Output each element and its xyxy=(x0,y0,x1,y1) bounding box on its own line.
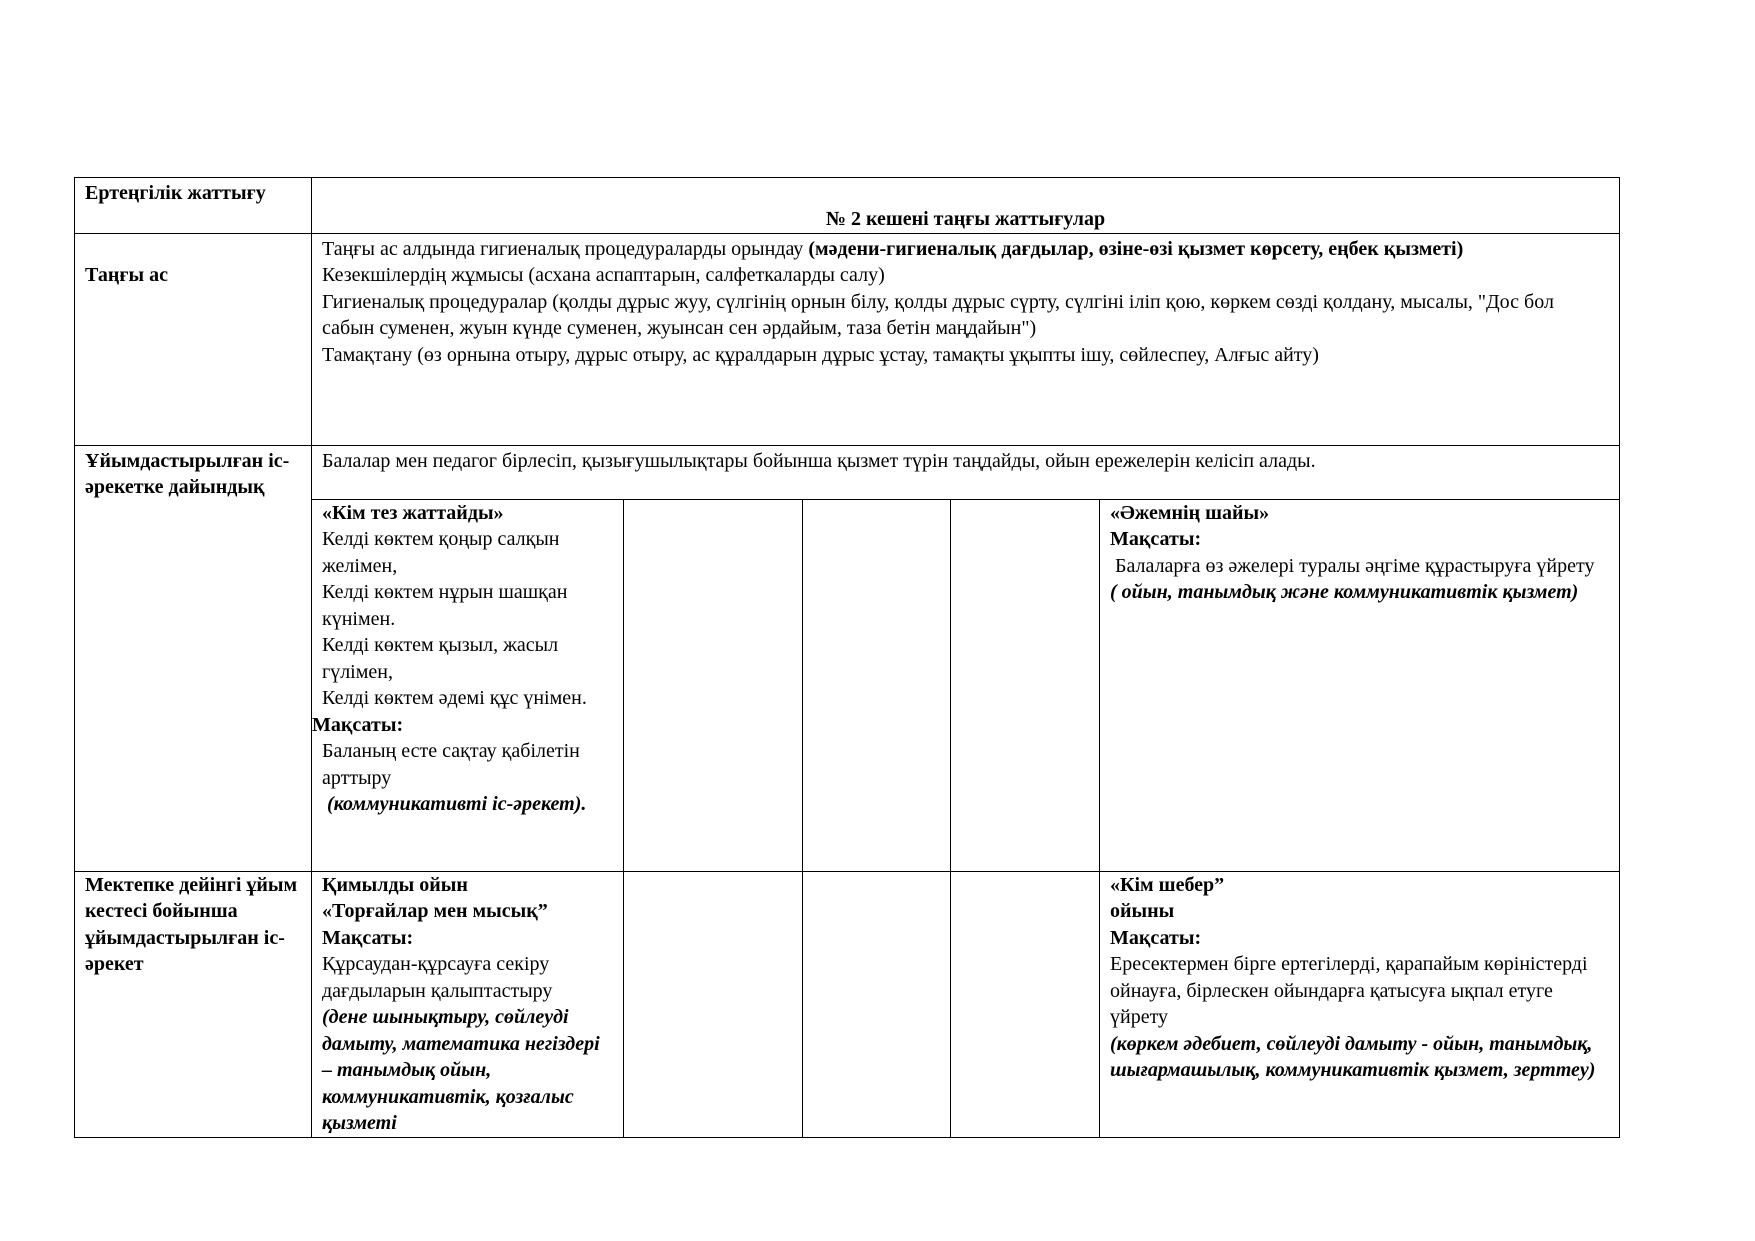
breakfast-label-cell xyxy=(75,233,312,445)
poem-line-3: Келді көктем қызыл, жасыл гүлімен, xyxy=(322,634,564,683)
schedule-table xyxy=(74,177,1620,1138)
breakfast-label: Таңғы ас xyxy=(85,263,168,286)
morning-exercise-label: Ертеңгілік жаттығу xyxy=(85,182,266,204)
preparation-col5-goal: Балаларға өз әжелері туралы әңгіме құрастыруға үйрету xyxy=(1110,554,1595,577)
organized-col2-cell xyxy=(624,871,803,1137)
organized-col5-title1: «Кім шебер” xyxy=(1110,873,1225,896)
preparation-col1-goal: Баланың есте сақтау қабілетін арттыру xyxy=(322,740,585,789)
preparation-intro: Балалар мен педагог бірлесіп, қызығушылықтары бойынша қызмет түрін таңдайды, ойын ережелерін келісіп алады. xyxy=(322,449,1316,472)
breakfast-line-1 xyxy=(322,236,1609,263)
row-morning-exercise xyxy=(75,178,1620,234)
preparation-label-cell xyxy=(75,445,312,871)
organized-col5-goal: Ересектермен бірге ертегілерді, қарапайым көріністерді ойнауға, бірлескен ойындарға қатысуға ықпал етуге үйрету xyxy=(1110,953,1593,1028)
organized-col1-title2: «Торғайлар мен мысық” xyxy=(322,900,548,922)
preparation-col4-cell xyxy=(951,499,1100,871)
morning-exercise-value: № 2 кешені таңғы жаттығулар xyxy=(825,208,1106,230)
organized-label-cell xyxy=(75,871,312,1137)
organized-col1-title1: Қимылды ойын xyxy=(322,873,468,896)
organized-col3-cell xyxy=(803,871,951,1137)
morning-exercise-label-cell xyxy=(75,178,312,234)
preparation-intro-cell xyxy=(312,445,1620,499)
preparation-col2-cell xyxy=(624,499,803,871)
preparation-col1-goal-label: Мақсаты: xyxy=(312,713,404,736)
breakfast-line-4: Тамақтану (өз орнына отыру, дұрыс отыру, ас құралдарын дұрыс ұстау, тамақты ұқыпты ішу, сөйлеспеу, Алғыс айту) xyxy=(322,343,1319,366)
organized-col5-goal-label: Мақсаты: xyxy=(1110,926,1202,949)
preparation-col3-cell xyxy=(803,499,951,871)
organized-col5-title2: ойыны xyxy=(1110,900,1175,922)
organized-col1-goal-label: Мақсаты: xyxy=(322,926,414,949)
organized-col1-activity: (дене шынықтыру, сөйлеуді дамыту, математика негіздері – танымдық ойын, коммуникативтік, қозғалыс қызметі xyxy=(322,1006,605,1134)
preparation-col5-goal-label: Мақсаты: xyxy=(1110,528,1202,550)
row-organized-activity xyxy=(75,871,1620,1137)
breakfast-line-1-plain: Таңғы ас алдында гигиеналық процедураларды орындау xyxy=(322,237,809,260)
row-preparation-intro xyxy=(75,445,1620,499)
poem-line-1: Келді көктем қоңыр салқын желімен, xyxy=(322,528,565,577)
preparation-col1-activity: (коммуникативті іс-әрекет). xyxy=(322,793,587,815)
row-breakfast xyxy=(75,233,1620,445)
breakfast-line-1-bold: (мәдени-гигиеналық дағдылар, өзіне-өзі қызмет көрсету, еңбек қызметі) xyxy=(808,237,1464,260)
organized-col5-activity: (көркем әдебиет, сөйлеуді дамыту - ойын, танымдық, шығармашылық, коммуникативтік қызмет, зерттеу) xyxy=(1110,1032,1598,1081)
organized-label: Мектепке дейінгі ұйым кестесі бойынша ұйымдастырылған іс-әрекет xyxy=(85,873,298,975)
poem-line-2: Келді көктем нұрын шашқан күнімен. xyxy=(322,581,573,630)
breakfast-line-3: Гигиеналық процедуралар (қолды дұрыс жуу, сүлгінің орнын білу, қолды дұрыс сүрту, сүлгіні іліп қою, көркем сөзді қолдану, мысалы, "Дос бол сабын суменен, жуын күнде суменен, жуынсан сен әрдайым, таза бетін маңдайын") xyxy=(322,290,1559,339)
breakfast-line-2: Кезекшілердің жұмысы (асхана аспаптарын, салфеткаларды салу) xyxy=(322,264,885,286)
preparation-col5-cell xyxy=(1100,499,1620,871)
poem-line-4: Келді көктем әдемі құс үнімен. xyxy=(322,687,587,709)
breakfast-content-cell xyxy=(312,233,1620,445)
organized-col5-cell xyxy=(1100,871,1620,1137)
organized-col1-cell xyxy=(312,871,624,1137)
organized-col4-cell xyxy=(951,871,1100,1137)
morning-exercise-value-cell xyxy=(312,178,1620,234)
preparation-col1-title: «Кім тез жаттайды» xyxy=(322,501,504,524)
organized-col1-goal: Құрсаудан-құрсауға секіру дағдыларын қалыптастыру xyxy=(322,953,555,1002)
preparation-col5-activity: ( ойын, танымдық және коммуникативтік қызмет) xyxy=(1110,581,1579,603)
preparation-label: Ұйымдастырылған іс-әрекетке дайындық xyxy=(85,449,290,498)
preparation-col5-title: «Әжемнің шайы» xyxy=(1110,501,1270,524)
preparation-col1-cell xyxy=(312,499,624,871)
